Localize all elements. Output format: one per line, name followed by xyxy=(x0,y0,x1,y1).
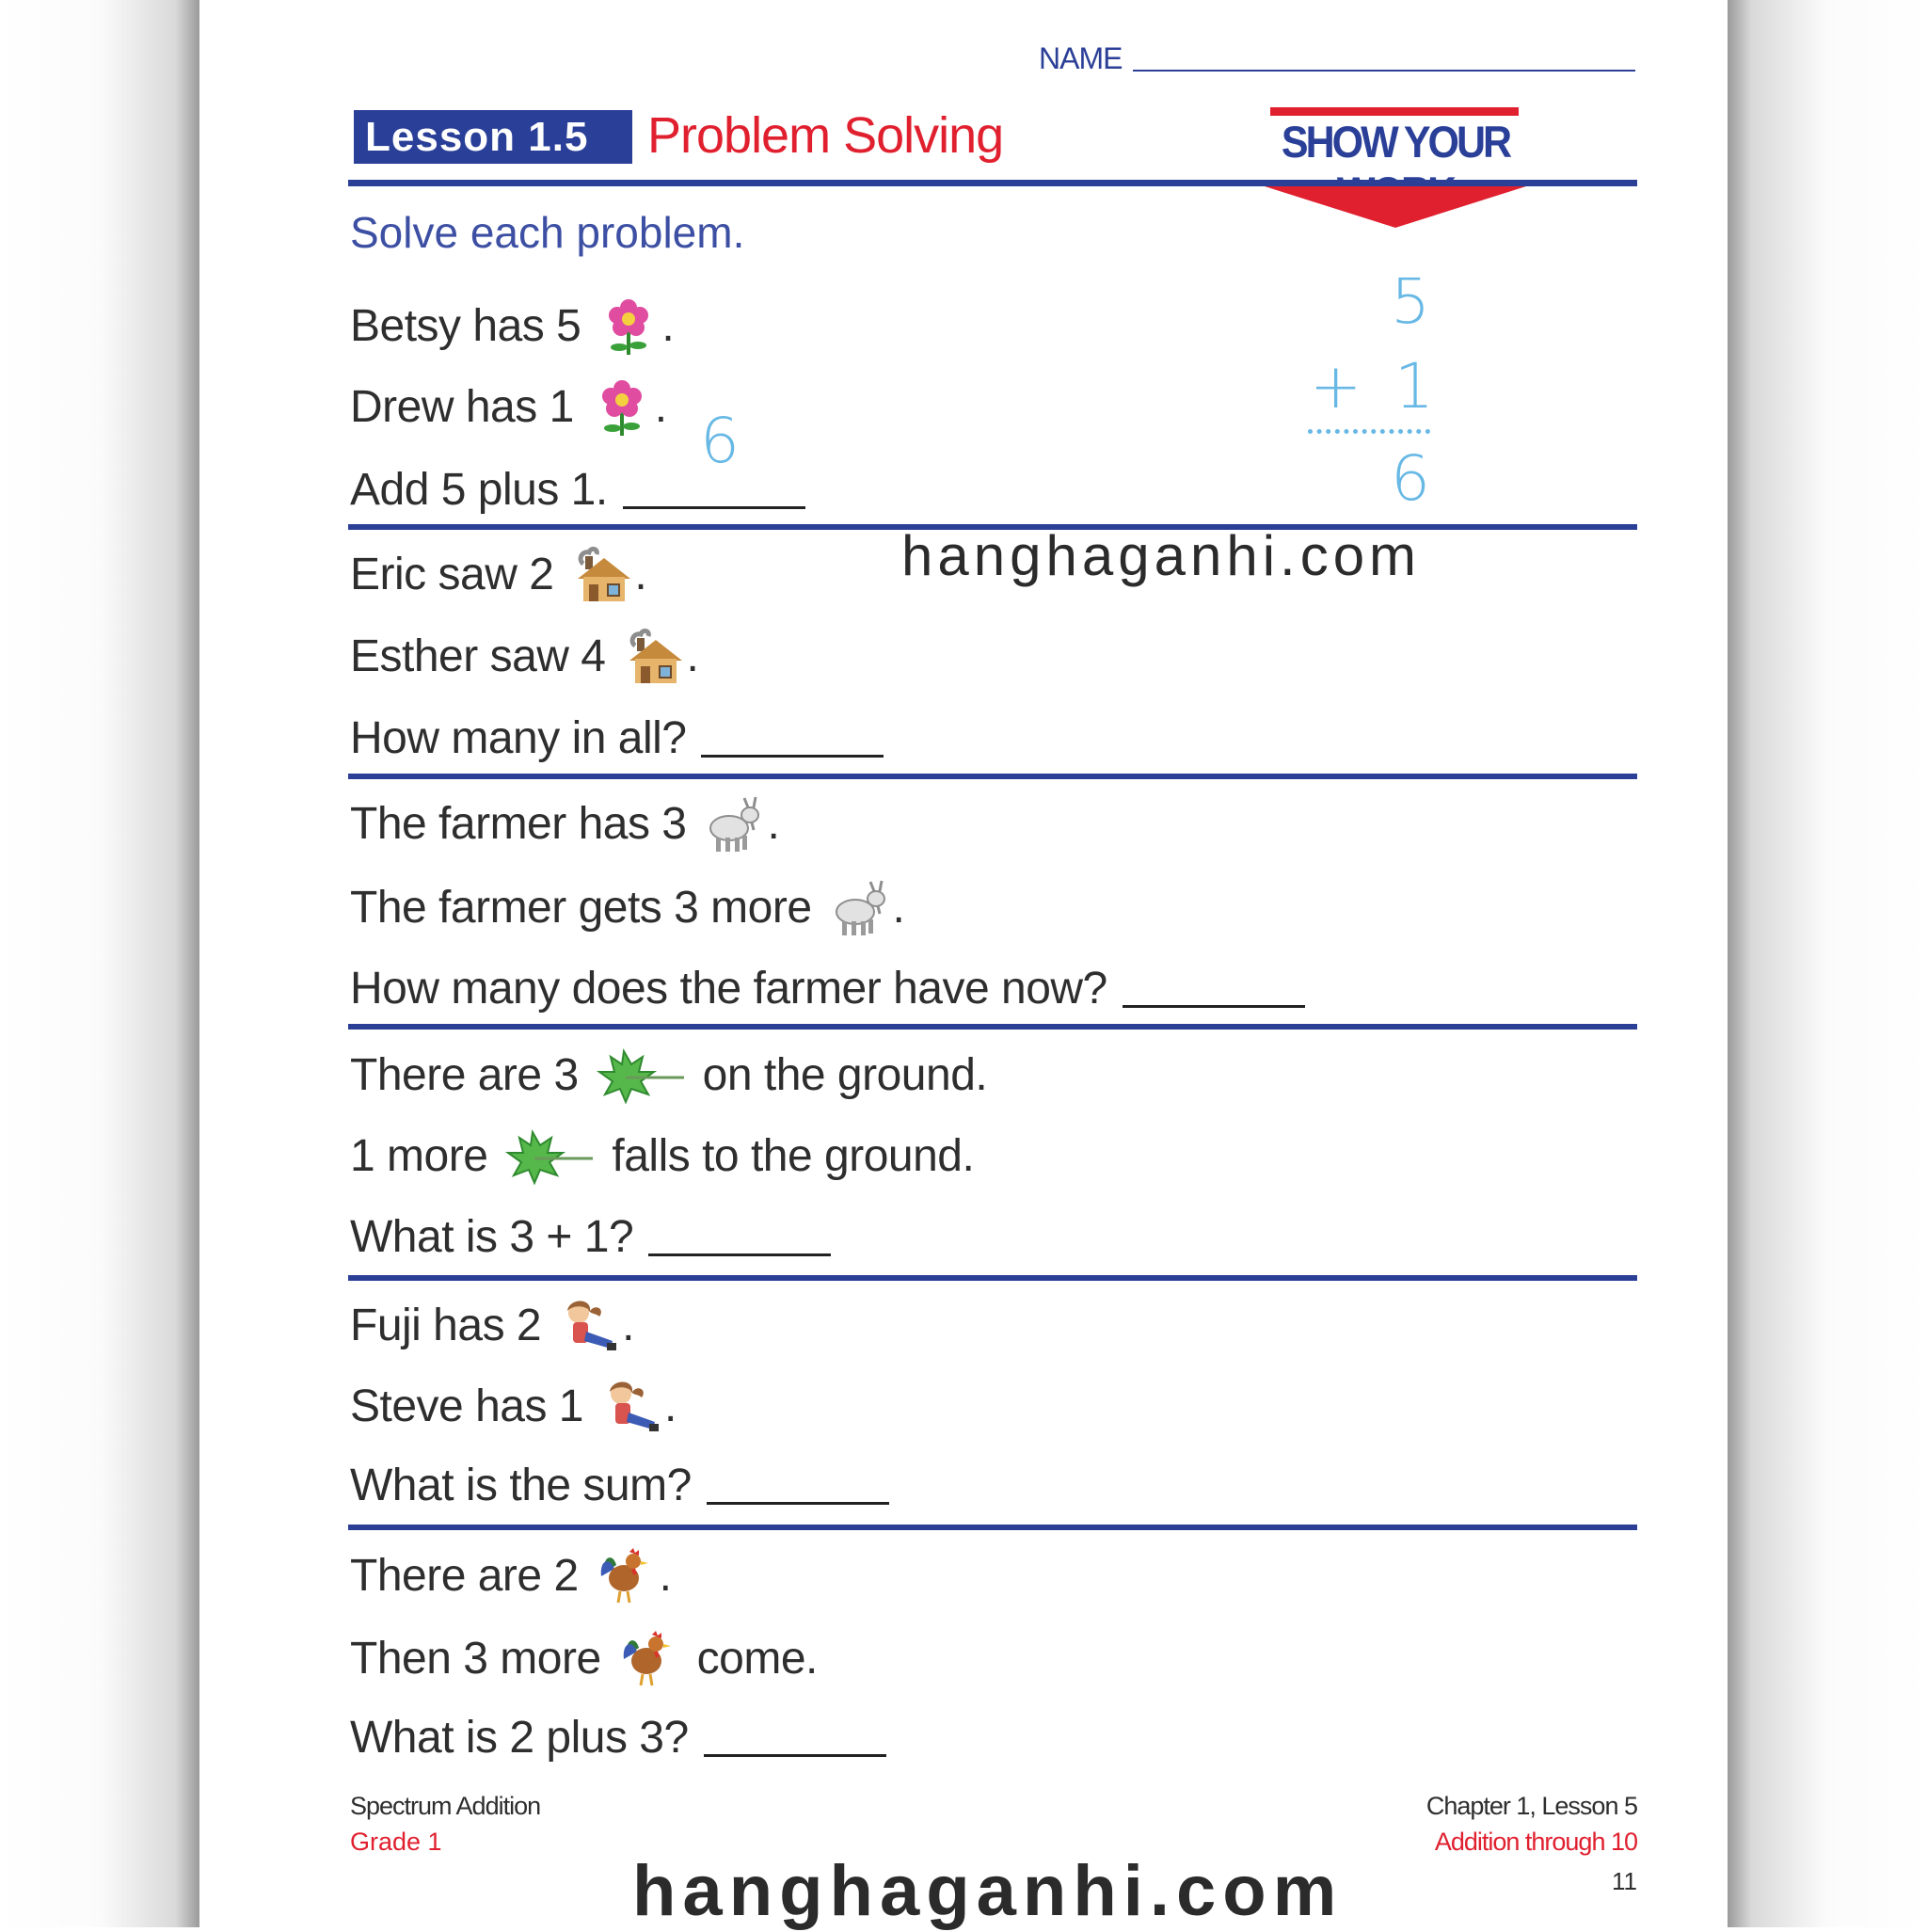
problem-text: Fuji has 2 xyxy=(350,1300,542,1350)
problem-text: Esther saw 4 xyxy=(350,631,606,681)
goat-icon xyxy=(703,792,765,854)
problem-text: come. xyxy=(696,1633,818,1684)
answer-blank[interactable] xyxy=(704,1754,886,1757)
lesson-badge: Lesson 1.5 xyxy=(354,110,632,164)
problem-4-line-3 xyxy=(350,1208,831,1265)
show-your-work-arrow-icon xyxy=(1265,186,1526,228)
problem-5-line-2 xyxy=(350,1378,677,1434)
house-icon xyxy=(622,625,684,687)
page-number: 11 xyxy=(1612,1867,1637,1895)
answer-blank[interactable] xyxy=(707,1502,889,1505)
problem-text: . xyxy=(767,798,780,849)
instructions: Solve each problem. xyxy=(350,208,745,257)
problem-divider xyxy=(348,1024,1637,1030)
problem-3-line-3 xyxy=(350,960,1305,1016)
problem-divider xyxy=(348,1275,1637,1281)
problem-text: There are 3 xyxy=(350,1049,579,1100)
problem-5-line-1 xyxy=(350,1297,634,1353)
problem-question: What is the sum? xyxy=(350,1460,692,1510)
problem-text: The farmer has 3 xyxy=(350,798,687,849)
doll-icon xyxy=(600,1375,662,1437)
problem-6-line-2 xyxy=(350,1630,818,1686)
watermark-middle: hanghaganhi.com xyxy=(901,524,1422,587)
problem-4-line-1 xyxy=(350,1046,987,1103)
flower-icon xyxy=(597,295,660,357)
page-shadow-right xyxy=(1728,0,1927,1927)
problem-text: Then 3 more xyxy=(350,1633,601,1684)
problem-6-line-3 xyxy=(350,1709,886,1765)
problem-text: falls to the ground. xyxy=(612,1130,975,1181)
problem-text: . xyxy=(892,882,905,933)
problem-text: . xyxy=(659,1550,672,1601)
answer-blank[interactable] xyxy=(648,1253,831,1256)
rooster-icon xyxy=(618,1627,680,1689)
name-write-line xyxy=(1133,70,1635,72)
problem-text: . xyxy=(654,381,667,432)
answer-blank[interactable] xyxy=(623,506,805,509)
goat-icon xyxy=(829,876,891,938)
problem-text: . xyxy=(686,631,699,681)
problem-divider xyxy=(348,774,1637,779)
problem-text: Drew has 1 xyxy=(350,381,574,432)
header-rule xyxy=(348,180,1637,186)
flower-icon xyxy=(591,375,653,438)
example-top-number: 5 xyxy=(1391,265,1430,338)
problem-1-line-2 xyxy=(350,378,667,435)
problem-question: What is 2 plus 3? xyxy=(350,1712,689,1763)
rooster-icon xyxy=(596,1544,658,1606)
show-your-work-bar xyxy=(1270,107,1519,116)
problem-divider xyxy=(348,1525,1637,1530)
problem-text: . xyxy=(664,1381,677,1431)
example-sum-line xyxy=(1308,429,1430,434)
leaf-icon xyxy=(596,1044,686,1106)
problem-3-line-2 xyxy=(350,879,904,935)
doll-icon xyxy=(558,1294,620,1356)
footer-topic: Addition through 10 xyxy=(1434,1828,1637,1856)
answer-blank[interactable] xyxy=(701,755,884,758)
example-sum: 6 xyxy=(1391,442,1430,515)
problem-question: Add 5 plus 1. xyxy=(350,464,608,515)
problem-text: 1 more xyxy=(350,1130,488,1181)
show-your-work-label: SHOW YOUR xyxy=(1281,118,1510,168)
problem-6-line-1 xyxy=(350,1547,671,1604)
problem-text: Betsy has 5 xyxy=(350,300,581,351)
problem-text: The farmer gets 3 more xyxy=(350,882,812,933)
example-operator: + xyxy=(1310,350,1362,423)
problem-question: What is 3 + 1? xyxy=(350,1211,634,1262)
problem-2-line-3 xyxy=(350,710,884,766)
problem-1-line-3 xyxy=(350,461,805,518)
problem-text: Steve has 1 xyxy=(350,1381,583,1431)
problem-1-line-1 xyxy=(350,297,674,354)
problem-text: on the ground. xyxy=(702,1049,988,1100)
problem-question: How many does the farmer have now? xyxy=(350,963,1107,1014)
house-icon xyxy=(570,543,632,605)
problem-text: Eric saw 2 xyxy=(350,549,554,599)
watermark-bottom: hanghaganhi.com xyxy=(632,1851,1344,1931)
footer-chapter: Chapter 1, Lesson 5 xyxy=(1425,1792,1637,1820)
problem-text: . xyxy=(634,549,647,599)
page-shadow-left xyxy=(0,0,199,1927)
problem-2-line-2 xyxy=(350,628,698,684)
footer-grade: Grade 1 xyxy=(350,1828,442,1856)
problem-3-line-1 xyxy=(350,795,779,852)
leaf-icon xyxy=(504,1125,595,1187)
problem-5-line-3 xyxy=(350,1457,889,1513)
footer-book-title: Spectrum Addition xyxy=(350,1792,541,1820)
problem-text: There are 2 xyxy=(350,1550,579,1601)
problem-text: . xyxy=(622,1300,634,1350)
problem-4-line-2 xyxy=(350,1127,974,1184)
problem-text: . xyxy=(661,300,675,351)
lesson-title: Problem Solving xyxy=(647,107,1004,164)
example-addend: 1 xyxy=(1394,350,1434,423)
problem-question: How many in all? xyxy=(350,712,687,763)
answer-blank[interactable] xyxy=(1123,1005,1305,1008)
name-label: NAME xyxy=(1039,41,1123,75)
problem-2-line-1 xyxy=(350,546,646,602)
example-answer: 6 xyxy=(700,405,740,477)
